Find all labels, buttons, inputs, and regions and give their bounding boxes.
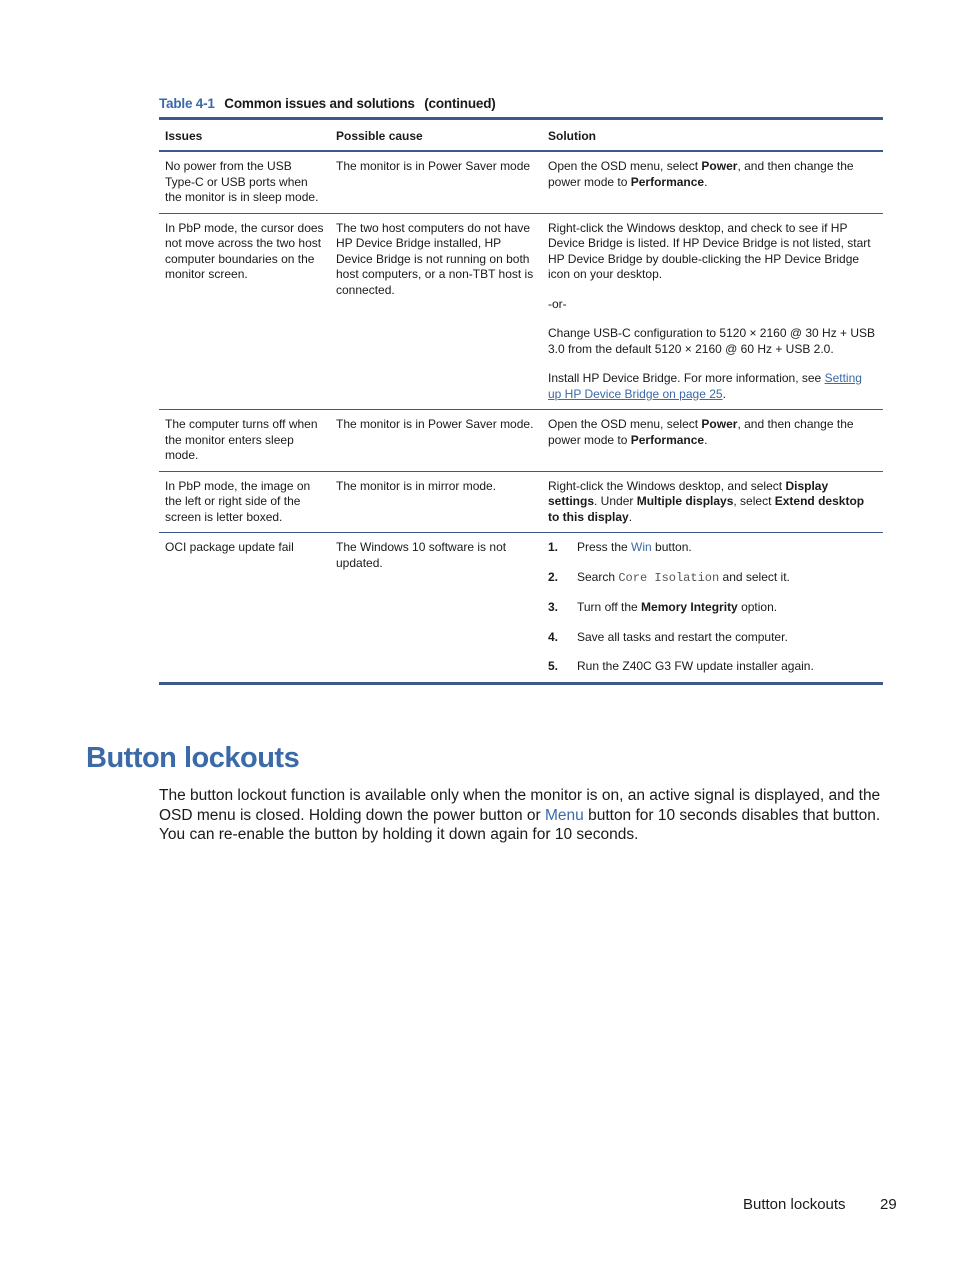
issues-table xyxy=(159,117,883,685)
paragraph-text: The button lockout function is available only when the monitor is on, an active signal is displayed, and the OSD menu is closed. Holding down the power button or xyxy=(159,787,881,824)
cause-cell: The monitor is in Power Saver mode xyxy=(336,159,531,173)
solution-or: -or- xyxy=(548,296,567,311)
solution-text: Right-click the Windows desktop, and select xyxy=(548,478,786,493)
solution-text: , select xyxy=(733,494,775,508)
solution-steps xyxy=(548,540,877,675)
step-item xyxy=(548,570,877,587)
solution-paragraph xyxy=(548,371,877,402)
footer-page-number: 29 xyxy=(880,1196,897,1213)
step-number: 5. xyxy=(548,659,559,673)
solution-text: Install HP Device Bridge. For more information, see xyxy=(548,371,825,385)
issue-cell: OCI package update fail xyxy=(165,540,294,554)
solution-cell xyxy=(542,410,883,472)
table-caption xyxy=(159,96,496,111)
step-item xyxy=(548,540,877,556)
search-term: Core Isolation xyxy=(618,570,720,585)
table-row xyxy=(159,533,883,684)
solution-bold: Extend desktop to this display xyxy=(548,494,865,524)
step-text: Search xyxy=(577,569,619,584)
step-bold: Memory Integrity xyxy=(641,600,738,614)
cause-cell: The monitor is in Power Saver mode. xyxy=(336,417,534,431)
solution-text: . Under xyxy=(594,494,637,508)
step-number: 3. xyxy=(548,600,559,614)
solution-cell xyxy=(542,151,883,213)
cause-cell: The Windows 10 software is not updated. xyxy=(336,540,507,570)
menu-button-label: Menu xyxy=(545,806,584,824)
header-solution: Solution xyxy=(548,129,596,143)
win-button-label: Win xyxy=(631,540,652,554)
cause-cell: The monitor is in mirror mode. xyxy=(336,478,497,493)
solution-cell xyxy=(542,533,883,684)
solution-text: . xyxy=(704,174,708,189)
step-text: Turn off the xyxy=(577,600,642,614)
solution-text: . xyxy=(628,509,633,524)
header-issues: Issues xyxy=(165,129,203,143)
cause-cell: The two host computers do not have HP Device Bridge installed, HP Device Bridge is not running on both host computers, or a non-TBT host is connected. xyxy=(336,220,534,297)
solution-paragraph: Change USB-C configuration to 5120 × 2160 @ 30 Hz + USB 3.0 from the default 5120 × 2160 @ 60 Hz + USB 2.0. xyxy=(548,326,876,356)
issue-cell: In PbP mode, the cursor does not move across the two host computer boundaries on the monitor screen. xyxy=(165,220,324,281)
table-row xyxy=(159,471,883,533)
step-text: and select it. xyxy=(719,569,790,584)
solution-bold: Performance xyxy=(630,174,705,189)
solution-text: Open the OSD menu, select xyxy=(548,417,702,431)
solution-bold: Display settings xyxy=(548,478,829,508)
table-row xyxy=(159,213,883,410)
footer-section-title: Button lockouts xyxy=(743,1196,846,1213)
step-number: 4. xyxy=(548,629,559,644)
solution-cell xyxy=(542,471,883,533)
step-text: button. xyxy=(651,540,692,554)
step-number: 2. xyxy=(548,569,559,584)
solution-cell xyxy=(542,213,883,410)
step-number: 1. xyxy=(548,540,559,554)
solution-paragraph: Right-click the Windows desktop, and check to see if HP Device Bridge is listed. If HP Device Bridge is not listed, start HP Device Bridge by double-clicking the HP Device Bridge icon on your desktop. xyxy=(548,220,871,281)
issue-cell: The computer turns off when the monitor enters sleep mode. xyxy=(165,417,318,462)
paragraph-text: button for 10 seconds disables that button. You can re-enable the button by holding it down again for 10 seconds. xyxy=(159,806,881,843)
solution-text: , and then change the power mode to xyxy=(548,159,854,189)
solution-bold: Power xyxy=(701,417,738,431)
step-item xyxy=(548,659,877,675)
solution-text: , and then change the power mode to xyxy=(548,417,854,447)
issues-table-wrapper xyxy=(159,117,883,685)
table-number: Table 4-1 xyxy=(159,96,215,111)
table-title: Common issues and solutions xyxy=(224,96,415,111)
section-paragraph xyxy=(159,786,887,845)
issue-cell: In PbP mode, the image on the left or right side of the screen is letter boxed. xyxy=(165,478,311,524)
step-text: Run the Z40C G3 FW update installer again. xyxy=(577,659,814,673)
solution-text: . xyxy=(704,432,708,447)
step-text: Save all tasks and restart the computer. xyxy=(577,629,788,644)
setting-up-device-bridge-link[interactable]: Setting up HP Device Bridge on page 25 xyxy=(548,371,862,401)
section-heading: Button lockouts xyxy=(86,742,300,774)
step-text: Press the xyxy=(577,540,632,554)
table-row xyxy=(159,151,883,213)
step-item xyxy=(548,600,877,616)
header-possible-cause: Possible cause xyxy=(336,129,423,143)
table-header-row xyxy=(159,119,883,152)
step-text: option. xyxy=(737,600,778,614)
solution-bold: Performance xyxy=(630,432,705,447)
table-continued: (continued) xyxy=(424,96,496,111)
solution-text: Open the OSD menu, select xyxy=(548,159,702,173)
solution-bold: Multiple displays xyxy=(636,494,734,508)
solution-bold: Power xyxy=(701,159,738,173)
issue-cell: No power from the USB Type-C or USB ports when the monitor is in sleep mode. xyxy=(165,159,319,204)
solution-text: . xyxy=(722,386,726,401)
step-item xyxy=(548,630,877,646)
table-row xyxy=(159,410,883,472)
